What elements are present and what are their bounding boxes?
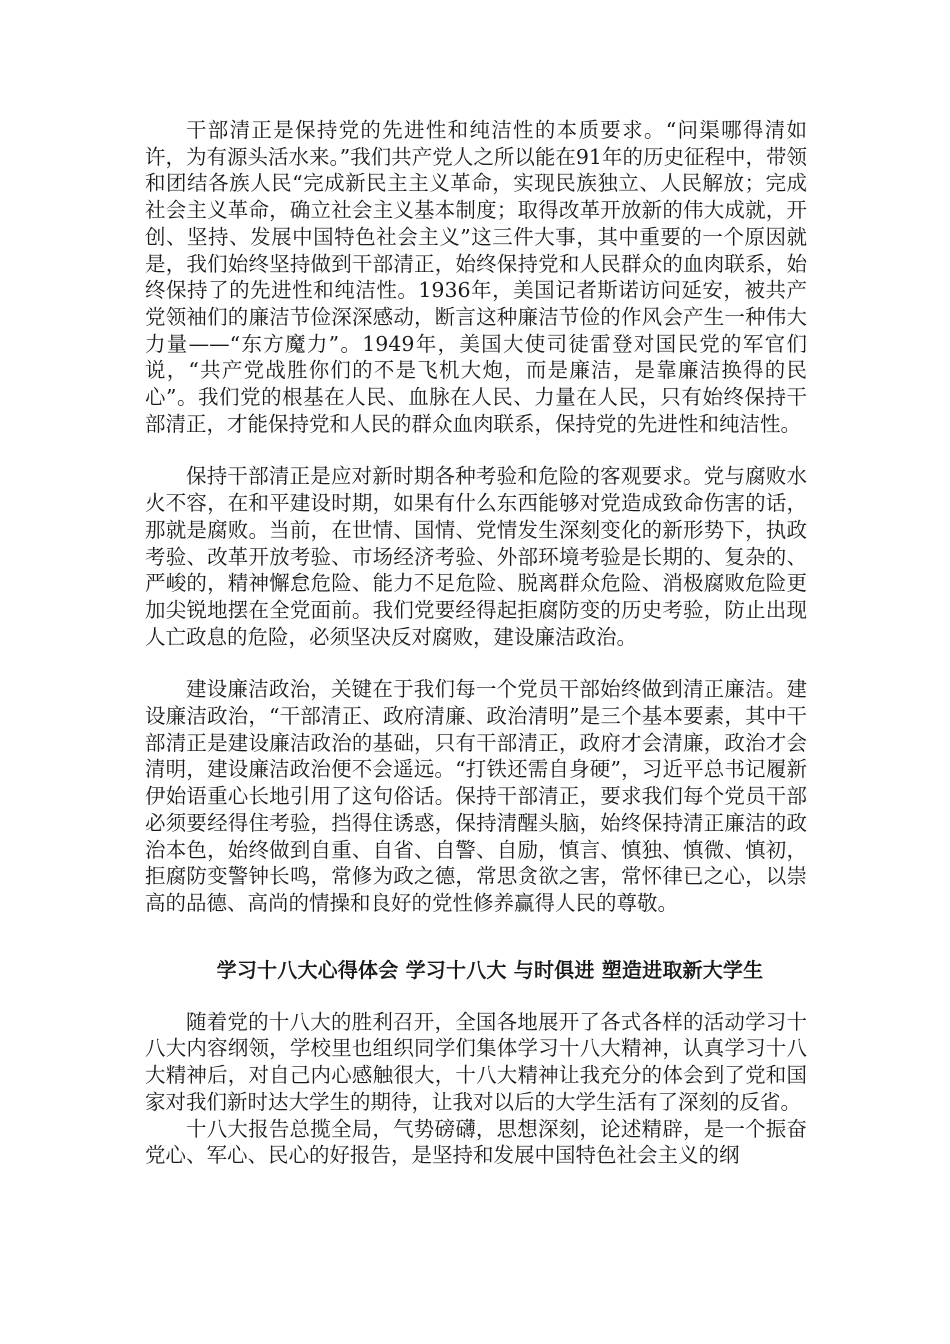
- paragraph-spacer: [145, 437, 807, 463]
- paragraph-clean-politics: 建设廉洁政治，关键在于我们每一个党员干部始终做到清正廉洁。建设廉洁政治，“干部清正、政府清廉、政治清明”是三个基本要素，其中干部清正是建设廉洁政治的基础，只有干部清正，政府才会清廉，政治才会清明，建设廉洁政治便不会遥远。“打铁还需自身硬”，习近平总书记履新伊始语重心长地引用了这句俗话。保持干部清正，要求我们每个党员干部必须要经得住考验，挡得住诱惑，保持清醒头脑，始终保持清正廉洁的政治本色，始终做到自重、自省、自警、自励，慎言、慎独、慎微、慎初，拒腐防变警钟长鸣，常修为政之德，常思贪欲之害，常怀律已之心，以崇高的品德、高尚的情操和良好的党性修养赢得人民的尊敬。: [145, 677, 807, 915]
- paragraph-new-era-challenges: 保持干部清正是应对新时期各种考验和危险的客观要求。党与腐败水火不容，在和平建设时期，如果有什么东西能够对党造成致命伤害的话，那就是腐败。当前，在世情、国情、党情发生深刻变化的新形势下，执政考验、改革开放考验、市场经济考验、外部环境考验是长期的、复杂的、严峻的，精神懈怠危险、能力不足危险、脱离群众危险、消极腐败危险更加尖锐地摆在全党面前。我们党要经得起拒腐防变的历史考验，防止出现人亡政息的危险，必须坚决反对腐败，建设廉洁政治。: [145, 464, 807, 649]
- section-spacer: [145, 917, 807, 957]
- paragraph-spacer: [145, 650, 807, 676]
- document-page: [145, 117, 807, 1169]
- paragraph-cadre-integrity: 干部清正是保持党的先进性和纯洁性的本质要求。“问渠哪得清如许，为有源头活水来。”我们共产党人之所以能在91年的历史征程中，带领和团结各族人民“完成新民主主义革命，实现民族独立、人民解放；完成社会主义革命，确立社会主义基本制度；取得改革开放新的伟大成就，开创、坚持、发展中国特色社会主义”这三件大事，其中重要的一个原因就是，我们始终坚持做到干部清正，始终保持党和人民群众的血肉联系，始终保持了的先进性和纯洁性。1936年，美国记者斯诺访问延安，被共产党领袖们的廉洁节俭深深感动，断言这种廉洁节俭的作风会产生一种伟大力量——“东方魔力”。1949年，美国大使司徒雷登对国民党的军官们说，“共产党战胜你们的不是飞机大炮，而是廉洁，是靠廉洁换得的民心”。我们党的根基在人民、血脉在人民、力量在人民，只有始终保持干部清正，才能保持党和人民的群众血肉联系，保持党的先进性和纯洁性。: [145, 118, 807, 436]
- paragraph-eighteenth-congress-study: 随着党的十八大的胜利召开，全国各地展开了各式各样的活动学习十八大内容纲领，学校里也组织同学们集体学习十八大精神，认真学习十八大精神后，对自己内心感触很大，十八大精神让我充分的体会到了党和国家对我们新时达大学生的期待，让我对以后的大学生活有了深刻的反省。: [145, 1009, 807, 1114]
- heading-spacer: [145, 983, 807, 1009]
- section-heading: 学习十八大心得体会 学习十八大 与时俱进 塑造进取新大学生: [216, 957, 764, 982]
- paragraph-report-overview: 十八大报告总揽全局，气势磅礴，思想深刻，论述精辟，是一个振奋党心、军心、民心的好报告，是坚持和发展中国特色社会主义的纲: [145, 1116, 807, 1168]
